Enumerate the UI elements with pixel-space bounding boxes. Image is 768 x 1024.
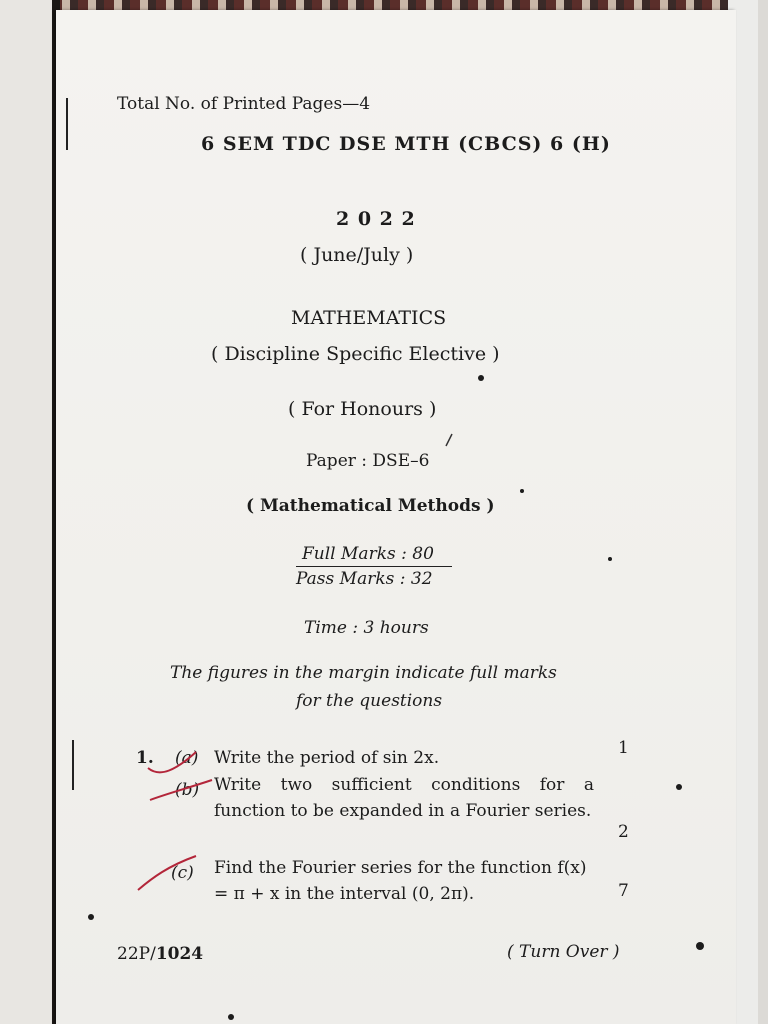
subject-title: MATHEMATICS: [291, 307, 447, 329]
ink-dot: [676, 784, 682, 790]
paper-code: Paper : DSE–6: [306, 451, 430, 471]
ink-dot: [608, 557, 612, 561]
paper-title: ( Mathematical Methods ): [246, 496, 495, 516]
question-1a-label: (a): [175, 748, 199, 768]
question-1c-marks: 7: [618, 881, 629, 901]
exam-year: 2 0 2 2: [336, 208, 416, 230]
question-1c-text: Find the Fourier series for the function f(x) = π + x in the interval (0, 2π).: [214, 858, 587, 904]
question-1b-label: (b): [175, 780, 200, 800]
marks-block: [296, 544, 456, 589]
ink-dot: [228, 1014, 234, 1020]
exam-time: Time : 3 hours: [304, 618, 429, 638]
question-1b-text: Write two sufficient conditions for a function to be expanded in a Fourier series.: [214, 775, 594, 821]
full-marks: Full Marks : 80: [302, 544, 434, 564]
exam-session: ( June/July ): [300, 244, 414, 266]
ink-dot: [88, 914, 94, 920]
subject-category: ( Discipline Specific Elective ): [211, 343, 500, 365]
question-number: 1.: [136, 748, 154, 768]
margin-line-top: [66, 98, 68, 150]
instruction-line-1: The figures in the margin indicate full marks: [170, 663, 557, 683]
marks-divider: [296, 566, 452, 567]
instruction-line-2: for the questions: [296, 691, 443, 711]
ink-dot: [696, 942, 704, 950]
question-1c-label: (c): [171, 863, 194, 883]
course-code: 6 SEM TDC DSE MTH (CBCS) 6 (H): [201, 133, 611, 155]
question-1a-text: Write the period of sin 2x.: [214, 748, 440, 768]
question-1b-marks: 2: [618, 822, 629, 842]
turn-over: ( Turn Over ): [507, 942, 620, 962]
printed-pages: Total No. of Printed Pages—4: [117, 94, 371, 114]
margin-line-bottom: [72, 740, 74, 790]
honours-label: ( For Honours ): [288, 398, 437, 420]
ink-dot: [520, 489, 524, 493]
background-left: [0, 0, 60, 1024]
ink-dot: [478, 375, 484, 381]
footer-code: 22P/1024: [117, 944, 204, 964]
pass-marks: Pass Marks : 32: [296, 569, 433, 589]
question-1a-marks: 1: [618, 738, 629, 758]
